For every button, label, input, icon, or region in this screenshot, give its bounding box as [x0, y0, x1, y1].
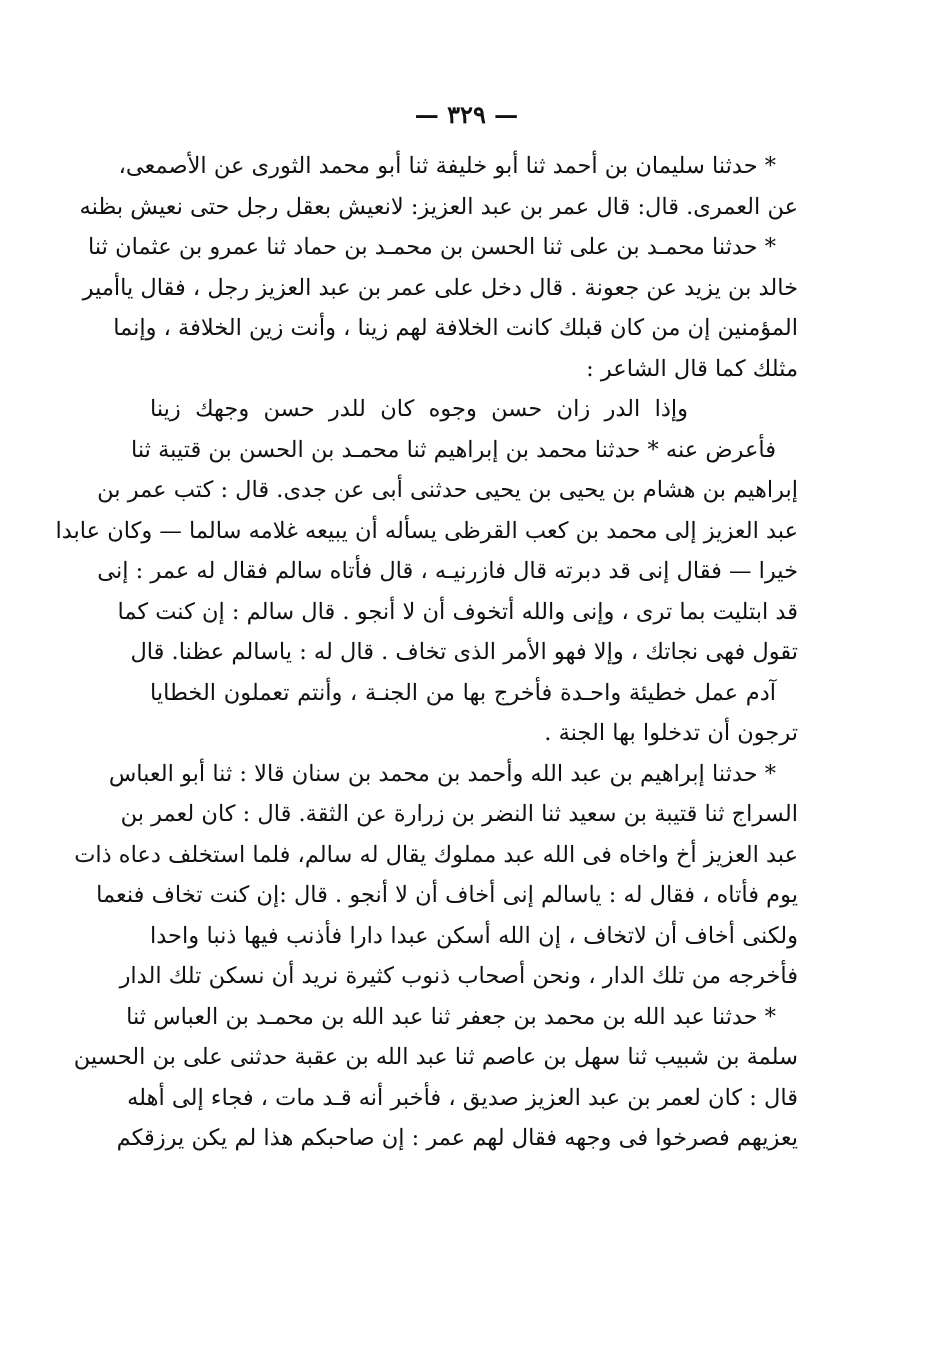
text-line: عبد العزيز إلى محمد بن كعب القرظى يسأله أن يبيعه غلامه سالما — وكان عابدا	[55, 517, 798, 544]
text-line: إبراهيم بن هشام بن يحيى بن يحيى حدثنى أبى عن جدى. قال : كتب عمر بن	[97, 477, 798, 503]
text-line: فأعرض عنه * حدثنا محمد بن إبراهيم ثنا محمـد بن الحسن بن قتيبة ثنا	[131, 436, 776, 463]
text-line: عبد العزيز أخ واخاه فى الله عبد مملوك يقال له سالم، فلما استخلف دعاه ذات	[74, 841, 798, 868]
text-line: * حدثنا سليمان بن أحمد ثنا أبو خليفة ثنا أبو محمد الثورى عن الأصمعى،	[118, 153, 776, 179]
page-number: — ٣٢٩ —	[414, 100, 519, 129]
text-line: تقول فهى نجاتك ، وإلا فهو الأمر الذى تخاف . قال له : ياسالم عظنا. قال	[130, 639, 798, 665]
page-body-text	[55, 146, 798, 1159]
text-line: مثلك كما قال الشاعر :	[586, 355, 798, 382]
text-line: المؤمنين إن من كان قبلك كانت الخلافة لهم زينا ، وأنت زين الخلافة ، وإنما	[113, 315, 798, 341]
text-line: آدم عمل خطيئة واحـدة فأخرج بها من الجنـة ، وأنتم تعملون الخطايا	[150, 679, 776, 706]
text-line: السراج ثنا قتيبة بن سعيد ثنا النضر بن زرارة عن الثقة. قال : كان لعمر بن	[120, 801, 798, 827]
text-line: ترجون أن تدخلوا بها الجنة .	[544, 720, 798, 746]
text-line: قال : كان لعمر بن عبد العزيز صديق ، فأخبر أنه قـد مات ، فجاء إلى أهله	[127, 1084, 798, 1111]
text-line: يوم فأتاه ، فقال له : ياسالم إنى أخاف أن لا أنجو . قال :إن كنت تخاف فنعما	[96, 882, 798, 908]
text-line: * حدثنا محمـد بن على ثنا الحسن بن محمـد بن حماد ثنا عمرو بن عثمان ثنا	[88, 234, 776, 260]
text-line: ولكنى أخاف أن لاتخاف ، إن الله أسكن عبدا دارا فأذنب فيها ذنبا واحدا	[150, 922, 798, 949]
text-line: عن العمرى. قال: قال عمر بن عبد العزيز: لانعيش بعقل رجل حتى نعيش بظنه	[79, 193, 798, 220]
text-line: * حدثنا إبراهيم بن عبد الله وأحمد بن محمد بن سنان قالا : ثنا أبو العباس	[108, 760, 776, 787]
text-line: قد ابتليت بما ترى ، وإنى والله أتخوف أن لا أنجو . قال سالم : إن كنت كما	[117, 598, 798, 625]
text-line: خالد بن يزيد عن جعونة . قال دخل على عمر بن عبد العزيز رجل ، فقال ياأمير	[82, 274, 798, 301]
text-line: خيرا — فقال إنى قد دبرته قال فازرنيـه ، قال فأتاه سالم فقال له عمر : إنى	[97, 558, 798, 584]
poem-verse: وإذا الدر زان حسن وجوه كان للدر حسن وجهك زينا	[150, 396, 688, 422]
text-line: فأخرجه من تلك الدار ، ونحن أصحاب ذنوب كثيرة نريد أن نسكن تلك الدار	[119, 963, 798, 989]
text-line: سلمة بن شبيب ثنا سهل بن عاصم ثنا عبد الله بن عقبة حدثنى على بن الحسين	[73, 1044, 798, 1070]
text-line: يعزيهم فصرخوا فى وجهه فقال لهم عمر : إن صاحبكم هذا لم يكن يرزقكم	[116, 1125, 798, 1151]
text-line: * حدثنا عبد الله بن محمد بن جعفر ثنا عبد الله بن محمـد بن العباس ثنا	[126, 1003, 776, 1030]
